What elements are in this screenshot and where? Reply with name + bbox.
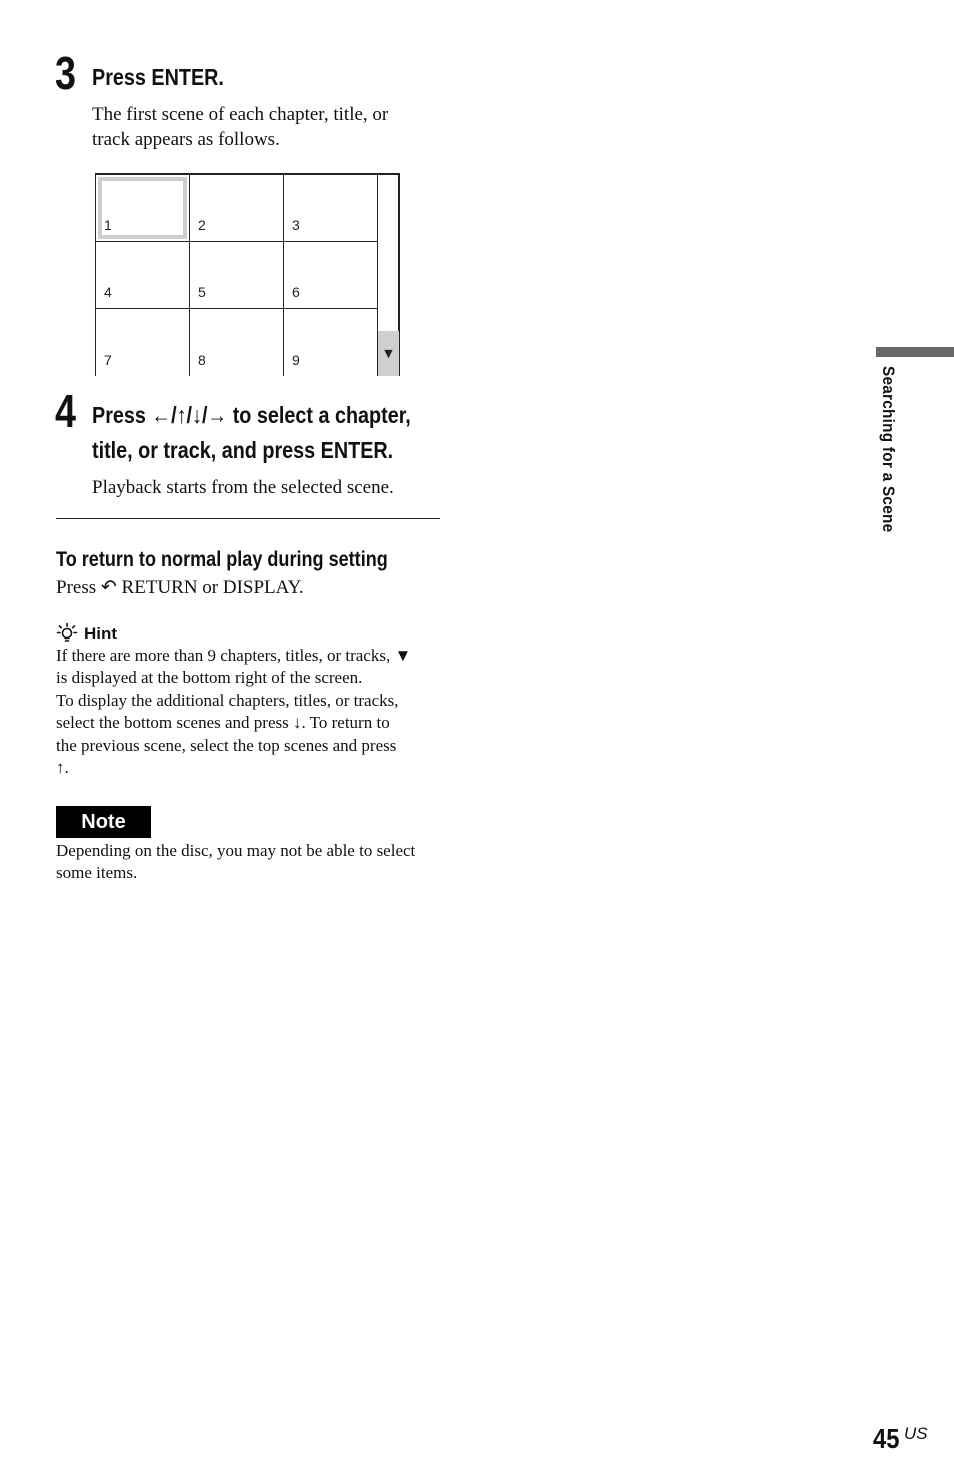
step-4-number: 4	[55, 385, 76, 437]
scene-cell-8[interactable]	[190, 309, 284, 376]
step-3-number: 3	[55, 47, 76, 99]
note-line-2: some items.	[56, 863, 138, 882]
hint-line-4: select the bottom scenes and press ↓. To return to	[56, 713, 390, 732]
hint-label: Hint	[84, 624, 118, 643]
step-4-heading-line-1: Press ←/↑/↓/→ to select a chapter,	[92, 402, 411, 428]
hint-line-1: If there are more than 9 chapters, titles, or tracks, ▼	[56, 646, 412, 665]
scene-cell-7[interactable]	[96, 309, 190, 376]
scene-cell-label: 2	[198, 217, 206, 233]
page-region-suffix: US	[904, 1424, 928, 1443]
scene-cell-label: 3	[292, 217, 300, 233]
step-3-heading: Press ENTER.	[92, 64, 224, 90]
step-3-body-line-2: track appears as follows.	[92, 129, 280, 150]
step-3-body-line-1: The first scene of each chapter, title, or	[92, 104, 389, 125]
note-line-1: Depending on the disc, you may not be able to select	[56, 841, 416, 860]
lightbulb-icon	[56, 622, 78, 644]
return-section-body: Press ↶ RETURN or DISPLAY.	[56, 577, 304, 598]
scene-cell-2[interactable]	[190, 175, 284, 242]
step-4-body: Playback starts from the selected scene.	[92, 477, 394, 498]
scene-cell-5[interactable]	[190, 242, 284, 309]
hint-line-5: the previous scene, select the top scenes and press	[56, 736, 397, 755]
scene-cell-label: 4	[104, 284, 112, 300]
section-tab-bar	[876, 347, 954, 357]
scene-grid	[95, 173, 400, 376]
scroll-down-indicator[interactable]: ▼	[378, 331, 399, 376]
scene-scrollbar[interactable]	[377, 175, 399, 376]
step-4-heading-line-2: title, or track, and press ENTER.	[92, 437, 394, 463]
page-number: 45	[873, 1423, 900, 1454]
scene-cell-4[interactable]	[96, 242, 190, 309]
note-label: Note	[56, 806, 151, 838]
scene-cell-9[interactable]	[284, 309, 377, 376]
scene-cell-label: 8	[198, 352, 206, 368]
scene-cell-label: 5	[198, 284, 206, 300]
hint-line-2: is displayed at the bottom right of the screen.	[56, 668, 363, 687]
section-tab-label: Searching for a Scene	[879, 366, 898, 533]
scene-cell-label: 9	[292, 352, 300, 368]
scene-cell-1[interactable]	[96, 175, 190, 242]
return-section-heading: To return to normal play during setting	[56, 548, 388, 571]
scene-cell-3[interactable]	[284, 175, 377, 242]
scene-cell-label: 7	[104, 352, 112, 368]
scene-cell-label: 6	[292, 284, 300, 300]
scene-cell-6[interactable]	[284, 242, 377, 309]
section-divider	[56, 518, 440, 519]
hint-line-3: To display the additional chapters, titles, or tracks,	[56, 691, 399, 710]
hint-line-6: ↑.	[56, 758, 69, 777]
scene-cell-label: 1	[104, 217, 112, 233]
